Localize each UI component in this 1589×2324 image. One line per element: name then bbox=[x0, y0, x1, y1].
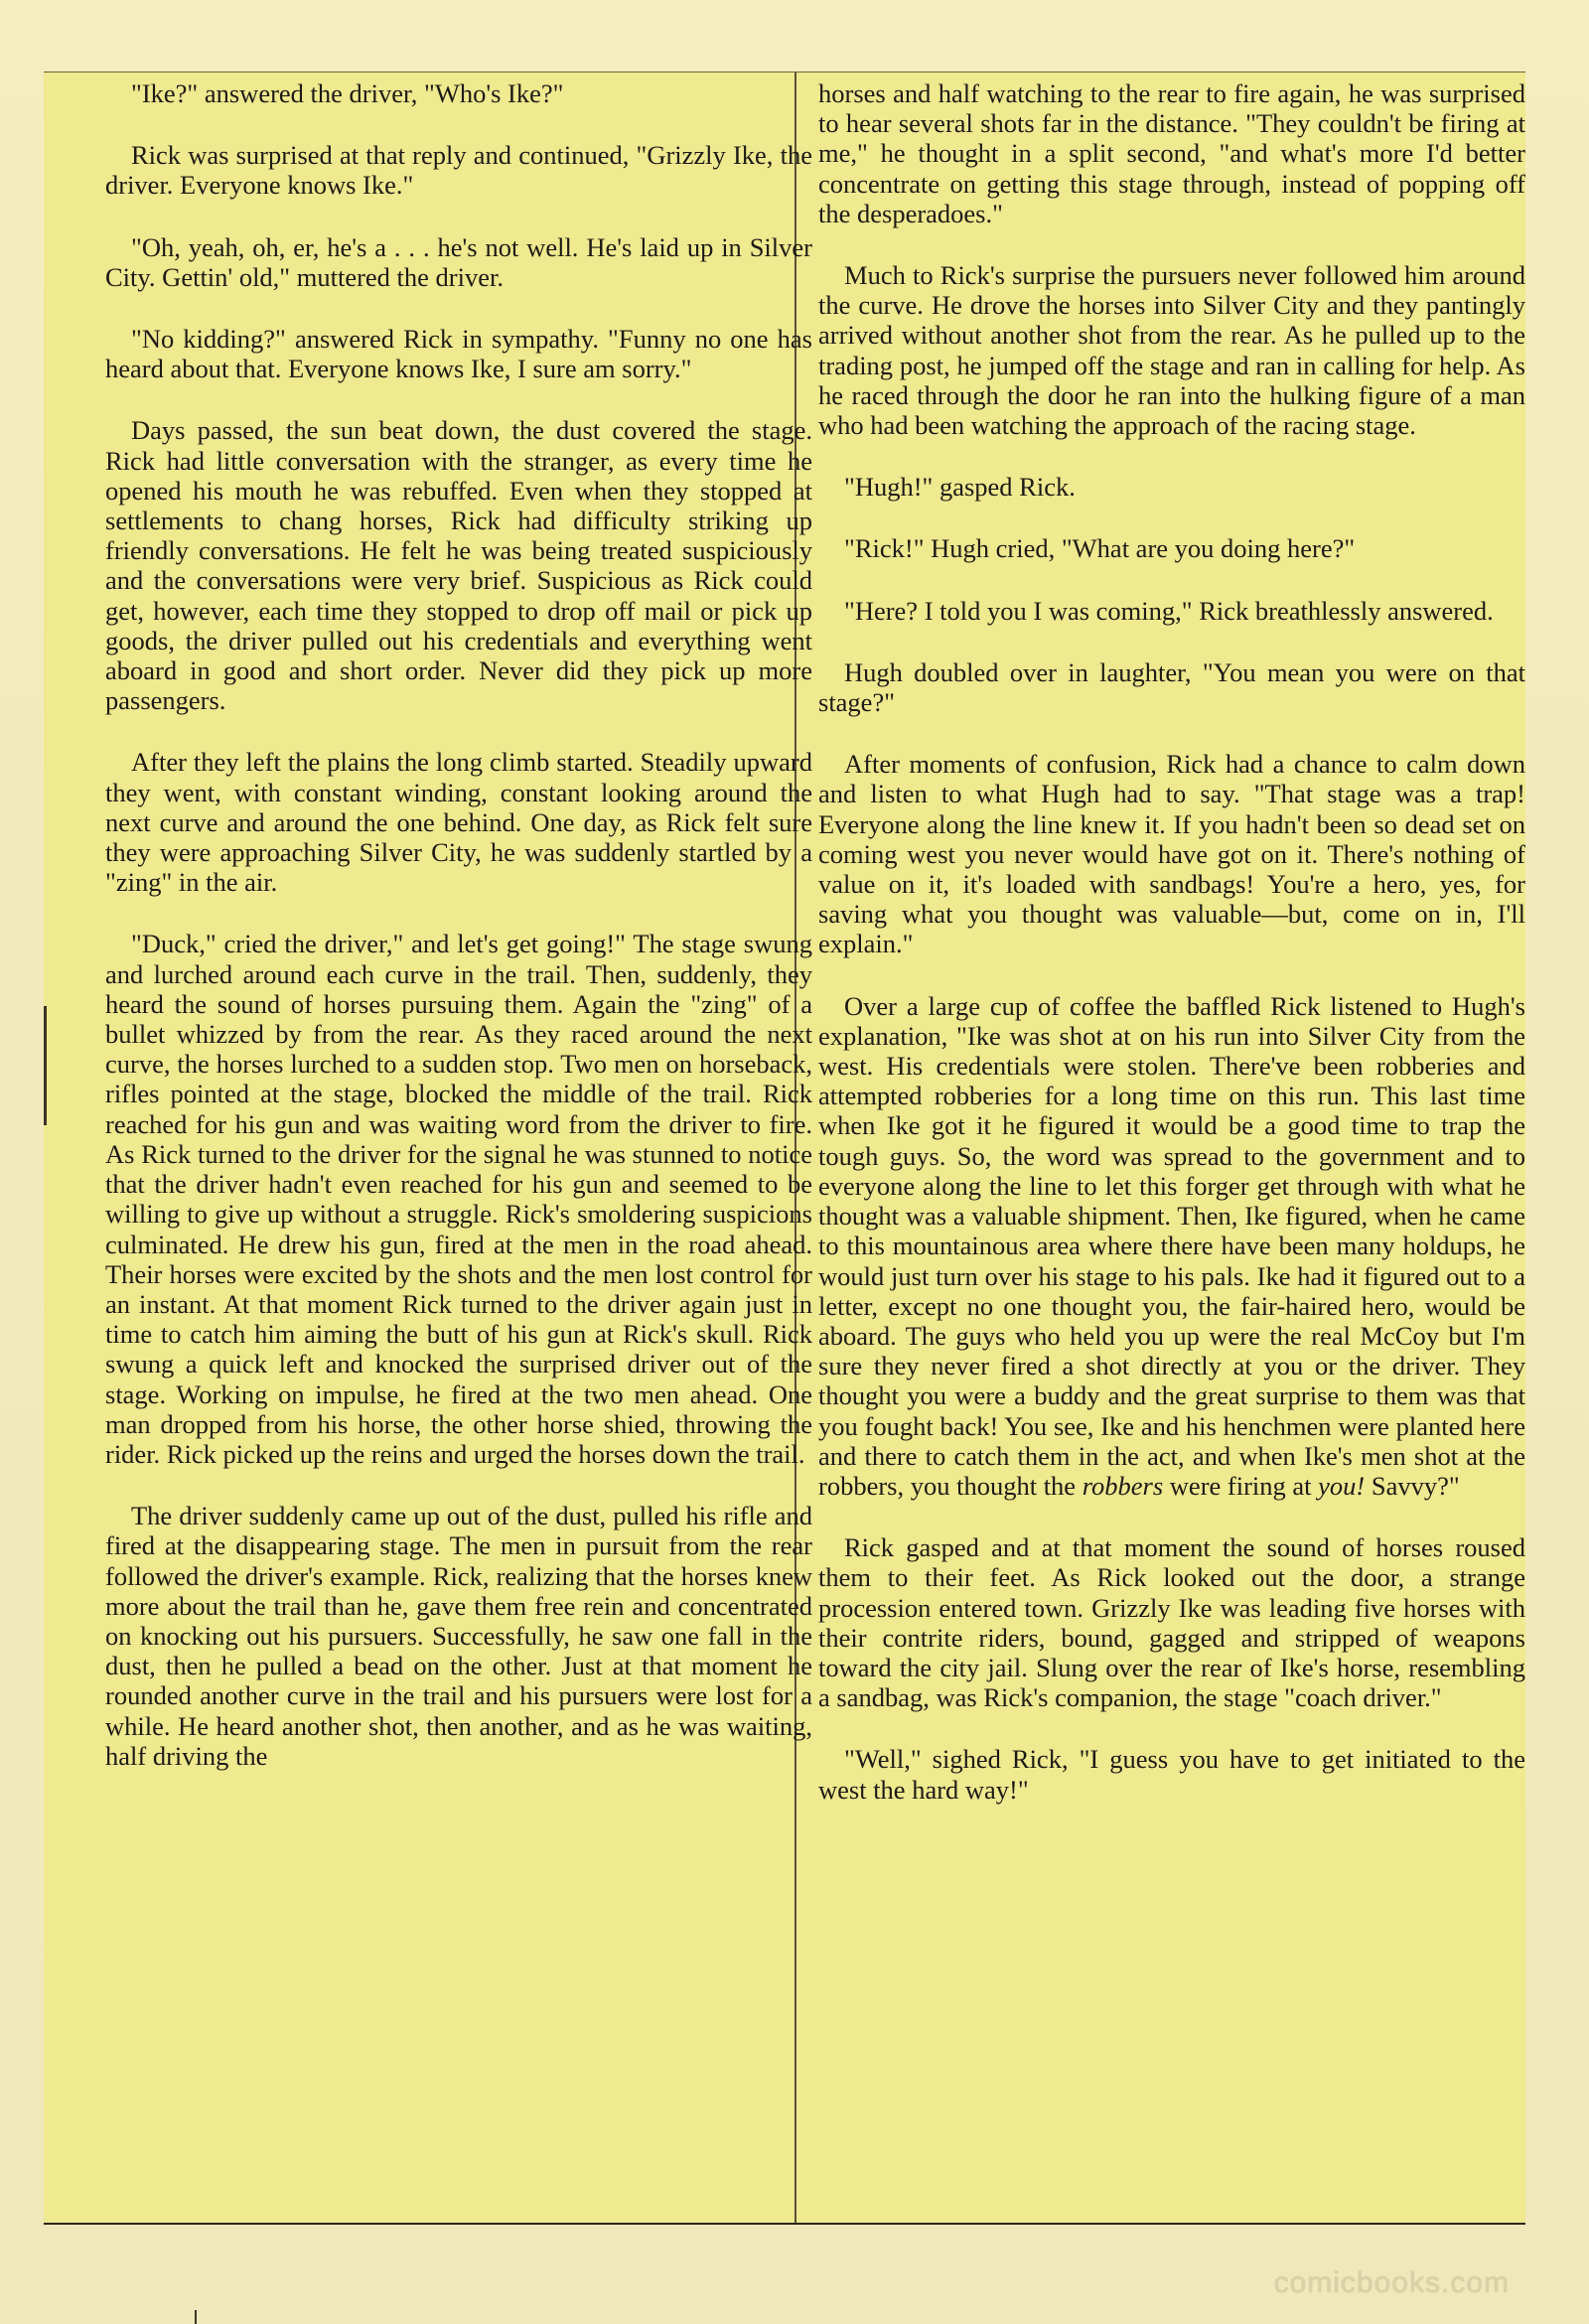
margin-rule bbox=[44, 1006, 47, 1125]
paragraph: "Well," sighed Rick, "I guess you have to get initiated to the west the hard way!" bbox=[818, 1744, 1525, 1805]
paragraph: "Oh, yeah, oh, er, he's a . . . he's not well. He's laid up in Silver City. Gettin' old," muttered the driver. bbox=[105, 231, 812, 292]
paragraph: "No kidding?" answered Rick in sympathy. "Funny no one has heard about that. Everyone knows Ike, I sure am sorry." bbox=[105, 324, 812, 384]
watermark: comicbooks.com bbox=[1273, 2266, 1510, 2299]
paragraph: "Hugh!" gasped Rick. bbox=[844, 472, 1076, 503]
story-text-panel bbox=[44, 72, 1525, 2225]
emphasis-robbers: robbers bbox=[1082, 1470, 1164, 1501]
right-text-column bbox=[818, 78, 1525, 1836]
left-text-column bbox=[105, 78, 812, 1803]
paragraph: "Ike?" answered the driver, "Who's Ike?" bbox=[131, 78, 564, 108]
emphasis-you: you! bbox=[1318, 1470, 1366, 1501]
paragraph-text: Over a large cup of coffee the baffled Rick listened to Hugh's explanation, "Ike was shot at on his run into Silver City from the west. His credentials were stolen. There've been robberies and attempted robberies for a long time on this run. This last time when Ike got it he figured it would be a good time to trap the tough guys. So, the word was spread to the government and to everyone along the line to let this forger get through with what he thought was a valuable shipment. Then, Ike figured, when he came to this mountainous area where there have been many holdups, he would just turn over his stage to his pals. Ike had it figured out to a letter, except no one thought you, the fair-haired hero, would be aboard. The guys who held you up were the real McCoy but I'm sure they never fired a shot directly at you or the driver. They thought you were a buddy and the great surprise to them was that you fought back! You see, Ike and his henchmen were planted here and there to catch them in the act, and when Ike's men shot at the robbers, you thought the bbox=[818, 990, 1525, 1501]
paragraph: Days passed, the sun beat down, the dust covered the stage. Rick had little conversation with the stranger, as every time he opened his mouth he was rebuffed. Even when they stopped at settlements to chang horses, Rick had difficulty striking up friendly conversations. He felt he was being treated suspiciously and the conversations were very brief. Suspicious as Rick could get, however, each time they stopped to drop off mail or pick up goods, the driver pulled out his credentials and everything went aboard in good and short order. Never did they pick up more passengers. bbox=[105, 415, 812, 716]
paragraph: Hugh doubled over in laughter, "You mean you were on that stage?" bbox=[818, 656, 1525, 718]
margin-tick bbox=[195, 2310, 197, 2324]
paragraph: "Rick!" Hugh cried, "What are you doing here?" bbox=[844, 533, 1356, 564]
paragraph: After moments of confusion, Rick had a chance to calm down and listen to what Hugh had to say. "That stage was a trap! Everyone along the line knew it. If you hadn't been so dead set on coming west you never would have got on it. There's nothing of value on it, it's loaded with sandbags! You're a hero, yes, for saving what you thought was valuable—but, come on in, I'll explain." bbox=[818, 749, 1525, 959]
paragraph: Much to Rick's surprise the pursuers never followed him around the curve. He drove the horses into Silver City and they pantingly arrived without another shot from the rear. As he pulled up to the trading post, he jumped off the stage and ran in calling for help. As he raced through the door he ran into the hulking figure of a man who had been watching the approach of the racing stage. bbox=[818, 260, 1525, 441]
paragraph: The driver suddenly came up out of the dust, pulled his rifle and fired at the disappearing stage. The men in pursuit from the rear followed the driver's example. Rick, realizing that the horses knew more about the trail than he, gave them free rein and concentrated on knocking out his pursuers. Successfully, he saw one fall in the dust, then he pulled a bead on the other. Just at that moment he rounded another curve in the trail and his pursuers were lost for a while. He heard another shot, then another, and as he was waiting, half driving the bbox=[105, 1501, 812, 1771]
paragraph: Rick was surprised at that reply and continued, "Grizzly Ike, the driver. Everyone knows Ike." bbox=[105, 140, 812, 201]
paragraph: "Duck," cried the driver," and let's get going!" The stage swung and lurched around each curve in the trail. Then, suddenly, they heard the sound of horses pursuing them. Again the "zing" of a bullet whizzed by from the rear. As they raced around the next curve, the horses lurched to a sudden stop. Two men on horseback, rifles pointed at the stage, blocked the middle of the trail. Rick reached for his gun and was waiting word from the driver to fire. As Rick turned to the driver for the signal he was stunned to notice that the driver hadn't even reached for his gun and seemed to be willing to give up without a struggle. Rick's smoldering suspicions culminated. He drew his gun, fired at the men in the road ahead. Their horses were excited by the shots and the men lost control for an instant. At that moment Rick turned to the driver again just in time to catch him aiming the butt of his gun at Rick's skull. Rick swung a quick left and knocked the surprised driver out of the stage. Working on impulse, he fired at the two men ahead. One man dropped from his horse, the other horse shied, throwing the rider. Rick picked up the reins and urged the horses down the trail. bbox=[105, 929, 812, 1469]
paragraph-text: Savvy?" bbox=[1365, 1470, 1460, 1501]
paragraph: After they left the plains the long climb started. Steadily upward they went, with constant winding, constant looking around the next curve and around the one behind. One day, as Rick felt sure they were approaching Silver City, he was suddenly startled by a "zing" in the air. bbox=[105, 747, 812, 898]
paragraph: horses and half watching to the rear to fire again, he was surprised to hear several shots far in the distance. "They couldn't be firing at me," he thought in a split second, "and what's more I'd better concentrate on getting this stage through, instead of popping off the desperadoes." bbox=[818, 78, 1525, 228]
paragraph-explanation bbox=[818, 991, 1525, 1501]
paragraph: "Here? I told you I was coming," Rick breathlessly answered. bbox=[844, 595, 1494, 626]
paragraph-text: were firing at bbox=[1163, 1470, 1319, 1501]
paragraph: Rick gasped and at that moment the sound of horses roused them to their feet. As Rick looked out the door, a strange procession entered town. Grizzly Ike was leading five horses with their contrite riders, bound, gagged and stripped of weapons toward the city jail. Slung over the rear of Ike's horse, resembling a sandbag, was Rick's companion, the stage "coach driver." bbox=[818, 1532, 1525, 1713]
